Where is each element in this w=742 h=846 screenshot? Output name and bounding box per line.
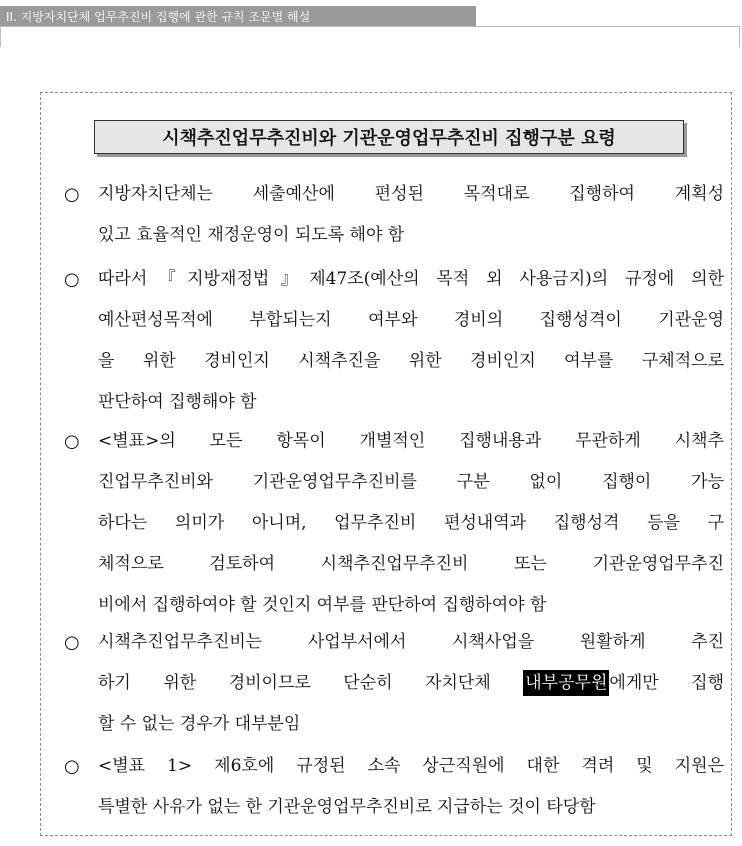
document-title: 시책추진업무추진비와 기관운영업무추진비 집행구분 요령 (94, 120, 684, 154)
item-line (98, 663, 724, 704)
item-line: 예산편성목적에 부합되는지 여부와 경비의 집행성격이 기관운영 (98, 310, 724, 330)
bullet-icon: ○ (64, 184, 80, 205)
bullet-icon: ○ (64, 431, 80, 452)
list-item (64, 421, 726, 626)
item-line: 시책추진업무추진비는 사업부서에서 시책사업을 원활하게 추진 (98, 632, 724, 652)
item-line: 을 위한 경비인지 시책추진을 위한 경비인지 여부를 구체적으로 (98, 351, 724, 371)
item-line: 지방자치단체는 세출예산에 편성된 목적대로 집행하여 계획성 (98, 184, 724, 204)
list-item (64, 174, 726, 256)
item-line: 하다는 의미가 아니며, 업무추진비 편성내역과 집행성격 등을 구 (98, 513, 724, 533)
item-line: 진업무추진비와 기관운영업무추진비를 구분 없이 집행이 가능 (98, 472, 724, 492)
header-frame (0, 26, 740, 47)
bullet-icon: ○ (64, 632, 80, 653)
item-line: <별표 1> 제6호에 규정된 소속 상근직원에 대한 격려 및 지원은 (98, 756, 724, 776)
list-item (64, 622, 726, 745)
item-line: 비에서 집행하여야 할 것인지 여부를 판단하여 집행하여야 함 (98, 595, 547, 615)
item-line: 체적으로 검토하여 시책추진업무추진비 또는 기관운영업무추진 (98, 554, 724, 574)
item-line-text: 에게만 집행 (609, 673, 725, 693)
item-line-text: 하기 위한 경비이므로 단순히 자치단체 (98, 673, 524, 693)
bullet-icon: ○ (64, 756, 80, 777)
item-line: <별표>의 모든 항목이 개별적인 집행내용과 무관하게 시책추 (98, 431, 724, 451)
item-line: 있고 효율적인 재정운영이 되도록 해야 함 (98, 225, 405, 245)
list-item (64, 259, 726, 423)
item-line: 판단하여 집행해야 함 (98, 392, 257, 412)
highlighted-text: 내부공무원 (523, 670, 609, 696)
item-line: 할 수 없는 경우가 대부분임 (98, 714, 301, 734)
section-header-title: II. 지방자치단체 업무추진비 집행에 관한 규칙 조문별 해설 (6, 10, 311, 24)
item-line: 따라서『지방재정법』제47조(예산의 목적 외 사용금지)의 규정에 의한 (98, 269, 724, 289)
bullet-icon: ○ (64, 269, 80, 290)
list-item (64, 746, 726, 828)
item-line: 특별한 사유가 없는 한 기관운영업무추진비로 지급하는 것이 타당함 (98, 797, 596, 817)
